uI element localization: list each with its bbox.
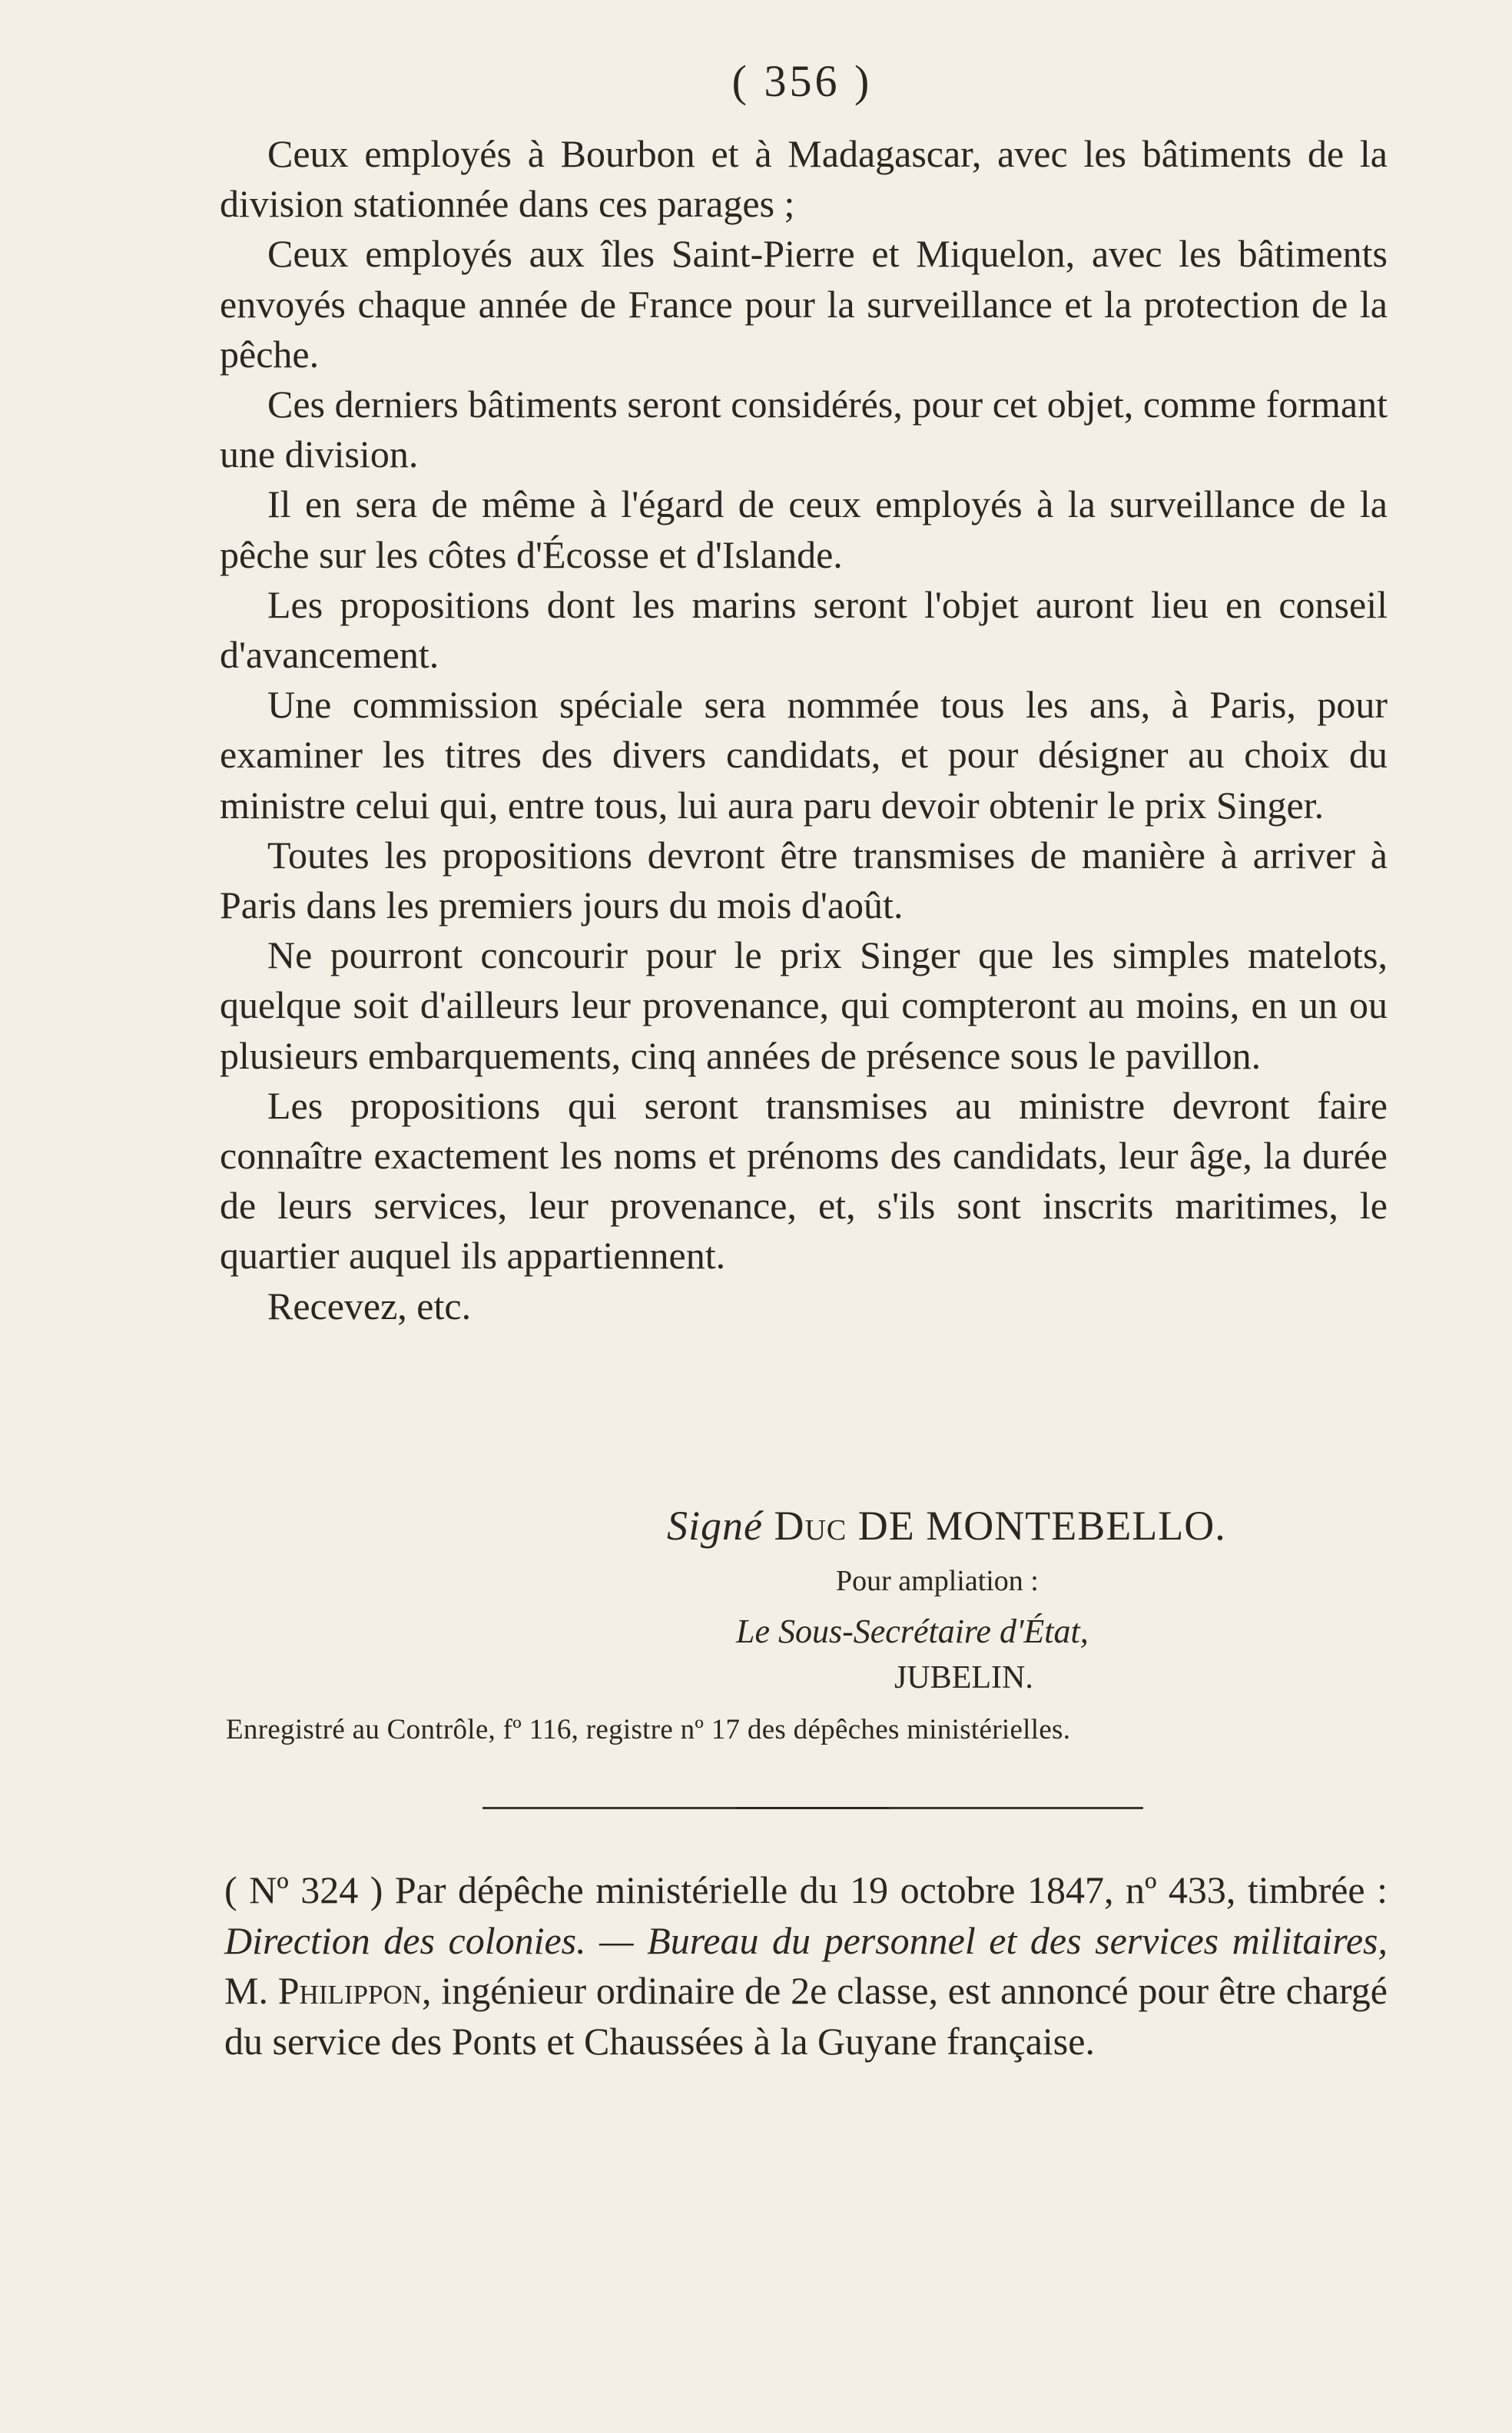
paragraph: Ceux employés à Bourbon et à Madagascar, avec les bâtiments de la division stationnée dans ces parages ;	[220, 132, 1388, 226]
paragraph: Ces derniers bâtiments seront considérés, pour cet objet, comme formant une division.	[220, 383, 1388, 476]
paragraph: Les propositions dont les marins seront l'objet auront lieu en conseil d'avancement.	[220, 582, 1388, 677]
notice-text: , ingénieur ordinaire de 2e classe, est annoncé pour être chargé du service des Ponts et Chaussées à la Guyane française.	[224, 1969, 1388, 2063]
notice-person-name: Philippon	[277, 1969, 423, 2012]
signatory-name: DE MONTEBELLO.	[857, 1503, 1226, 1549]
paragraph: Une commission spéciale sera nommée tous les ans, à Paris, pour examiner les titres des divers candidats, et pour désigner au choix du ministre celui qui, entre tous, lui aura paru devoir obtenir le prix Singer.	[220, 683, 1388, 827]
paragraph: Il en sera de même à l'égard de ceux employés à la surveillance de la pêche sur les côtes d'Écosse et d'Islande.	[220, 482, 1388, 576]
notice-direction: Direction des colonies. — Bureau du personnel et des services militaires,	[224, 1918, 1388, 1962]
duc-title: Duc	[774, 1503, 847, 1549]
notice-number: ( Nº 324 )	[224, 1868, 383, 1911]
notice-text: M.	[224, 1969, 278, 2012]
page-number: ( 356 )	[731, 56, 873, 106]
separator-rule	[482, 1807, 1143, 1809]
signature-line	[667, 1502, 1226, 1550]
jubelin-name: JUBELIN.	[894, 1660, 1033, 1695]
paragraph: Recevez, etc.	[267, 1284, 472, 1328]
ampliation-label: Pour ampliation :	[836, 1565, 1039, 1597]
paragraph: Ne pourront concourir pour le prix Singer que les simples matelots, quelque soit d'ailleurs leur provenance, qui compteront au moins, en un ou plusieurs embarquements, cinq années de présence sous le pavillon.	[220, 933, 1388, 1077]
paragraph: Toutes les propositions devront être transmises de manière à arriver à Paris dans les premiers jours du mois d'août.	[220, 833, 1388, 927]
notice-324	[224, 1865, 1388, 2067]
notice-text: Par dépêche ministérielle du 19 octobre 1847, nº 433, timbrée :	[383, 1868, 1388, 1911]
letter-body	[220, 129, 1388, 1331]
paragraph: Ceux employés aux îles Saint-Pierre et Miquelon, avec les bâtiments envoyés chaque année de France pour la surveillance et la protection de la pêche.	[220, 232, 1388, 376]
registration-note: Enregistré au Contrôle, fº 116, registre nº 17 des dépêches ministérielles.	[226, 1714, 1071, 1745]
paragraph: Les propositions qui seront transmises au ministre devront faire connaître exactement les noms et prénoms des candidats, leur âge, la durée de leurs services, leur provenance, et, s'ils sont inscrits maritimes, le quartier auquel ils appartiennent.	[220, 1083, 1388, 1278]
notice-paragraph	[224, 1865, 1388, 2067]
sous-secretaire-title: Le Sous-Secrétaire d'État,	[736, 1613, 1089, 1650]
signe-word: Signé	[667, 1503, 763, 1549]
